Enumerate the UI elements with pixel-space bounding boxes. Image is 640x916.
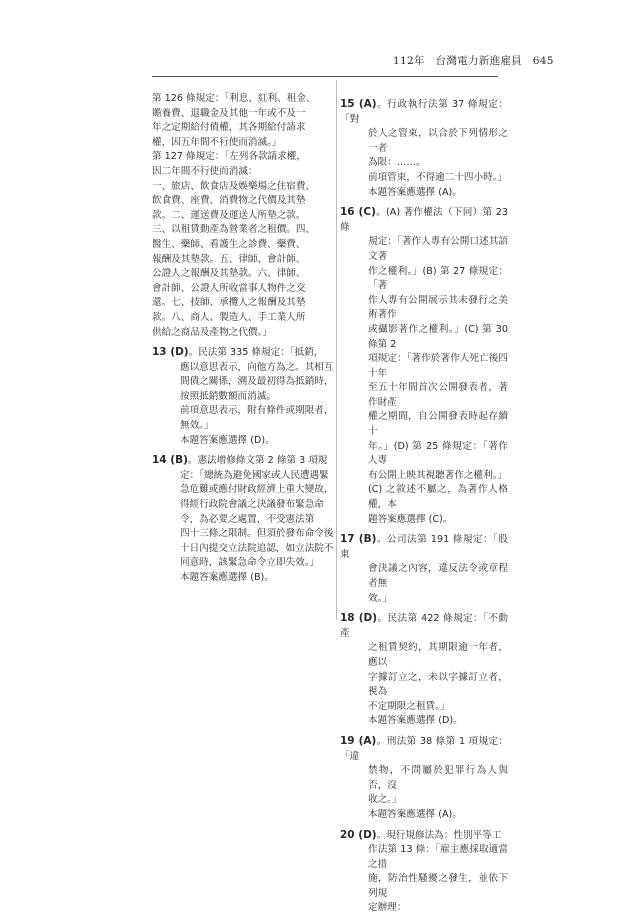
- answer-line: [152, 345, 338, 361]
- answer-line: [152, 453, 338, 469]
- answer-line: 有公開上映其視聽著作之權利。」: [340, 469, 508, 484]
- answer-block: [152, 453, 338, 585]
- text-line: 供給之商品及產物之代價。」: [152, 326, 338, 341]
- text-line: 款。八、商人、製造人、手工業人所: [152, 311, 338, 326]
- left-column: [152, 92, 338, 586]
- text-line: 因二年間不行使而消滅：: [152, 165, 338, 180]
- text-line: 報酬及其墊款。五、律師、會計師、: [152, 253, 338, 268]
- answer-line: 禁物，不問屬於犯罪行為人與否，沒: [340, 764, 508, 793]
- answer-line: 效。」: [340, 592, 508, 607]
- text-line: 醫生、藥師、看護生之診費、藥費、: [152, 238, 338, 253]
- answer-block: [340, 734, 508, 823]
- answer-number: 13 (D): [152, 346, 189, 358]
- answer-block: [340, 532, 508, 606]
- answer-line: 至五十年間首次公開發表者，著作財產: [340, 381, 508, 410]
- answer-line: 項規定：「著作於著作人死亡後四十年: [340, 352, 508, 381]
- answer-line: 年。」(D) 第 25 條規定：「著作人專: [340, 440, 508, 469]
- answer-line: 本題答案應選擇 (B)。: [152, 571, 338, 586]
- right-answers: [340, 97, 508, 916]
- answer-block: [340, 828, 508, 916]
- answer-line: [340, 205, 508, 235]
- text-line: 第 127 條規定：「左列各款請求權，: [152, 150, 338, 165]
- answer-block: [340, 611, 508, 729]
- answer-line: 於人之管束，以合於下列情形之一者: [340, 127, 508, 156]
- text-line: 贍養費、退職金及其他一年或不及一: [152, 107, 338, 122]
- answer-text: 。民法第 422 條規定：「不動產: [340, 613, 508, 639]
- answer-line: 急危難或應付財政經濟上重大變故，: [152, 483, 338, 498]
- answer-line: 前項管束，不得逾二十四小時。」: [340, 171, 508, 186]
- answer-line: 施，防治性騷擾之發生，並依下列規: [340, 872, 508, 901]
- answer-text: 。刑法第 38 條第 1 項規定：「違: [340, 736, 508, 762]
- answer-line: 按照抵銷數額而消滅。: [152, 390, 338, 405]
- answer-number: 19 (A): [340, 735, 376, 747]
- text-line: 會計師、公證人所收當事人物件之交: [152, 282, 338, 297]
- page-header: [0, 53, 640, 69]
- answer-line: 本題答案應選擇 (D)。: [340, 714, 508, 729]
- answer-line: [340, 734, 508, 764]
- text-line: 公證人之報酬及其墊款。六、律師、: [152, 267, 338, 282]
- answer-number: 17 (B): [340, 533, 376, 545]
- answer-line: 字據訂立之，未以字據訂立者，視為: [340, 671, 508, 700]
- answer-text: 。(A) 著作權法（下同）第 23 條: [340, 207, 508, 233]
- answer-line: 間債之關係，溯及最初得為抵銷時，: [152, 375, 338, 390]
- answer-number: 18 (D): [340, 612, 377, 624]
- text-line: 權，因五年間不行使而消滅。」: [152, 136, 338, 151]
- answer-line: [340, 97, 508, 127]
- answer-line: [340, 532, 508, 562]
- answer-line: 本題答案應選擇 (D)。: [152, 434, 338, 449]
- answer-line: 四十三條之限制。但須於發布命令後: [152, 527, 338, 542]
- answer-line: 應以意思表示，向他方為之。其相互: [152, 361, 338, 376]
- answer-line: 作法第 13 條：「雇主應採取適當之措: [340, 843, 508, 872]
- right-column: [340, 92, 508, 916]
- answer-line: 會決議之內容，違反法令或章程者無: [340, 562, 508, 591]
- answer-line: 為限：……。: [340, 156, 508, 171]
- text-line: 一、旅店、飲食店及娛樂場之住宿費、: [152, 180, 338, 195]
- answer-line: 作之權利。」(B) 第 27 條規定：「著: [340, 265, 508, 294]
- intro-text: [152, 92, 338, 340]
- answer-line: 十日內提交立法院追認，如立法院不: [152, 542, 338, 557]
- answer-line: 同意時，該緊急命令立即失效。」: [152, 556, 338, 571]
- answer-number: 14 (B): [152, 454, 188, 466]
- answer-line: 之租賃契約，其期限逾一年者，應以: [340, 641, 508, 670]
- answer-text: 。公司法第 191 條規定：「股東: [340, 534, 508, 560]
- answer-line: 本題答案應選擇 (A)。: [340, 186, 508, 201]
- answer-line: [340, 611, 508, 641]
- answer-number: 20 (D): [340, 829, 377, 841]
- answer-line: 本題答案應選擇 (A)。: [340, 808, 508, 823]
- answer-block: [152, 345, 338, 448]
- column-divider: [336, 80, 337, 620]
- running-header-title: 112年 台灣電力新進雇員 645: [393, 53, 554, 68]
- answer-line: 或攝影著作之權利。」(C) 第 30 條第 2: [340, 323, 508, 352]
- answer-line: 作人專有公開展示其未發行之美術著作: [340, 294, 508, 323]
- answer-line: 前項意思表示，附有條件或期限者，: [152, 404, 338, 419]
- answer-text: 。民法第 335 條規定：「抵銷，: [189, 347, 324, 358]
- answer-line: 得經行政院會議之決議發布緊急命: [152, 498, 338, 513]
- answer-block: [340, 205, 508, 527]
- header-rule: [152, 76, 498, 77]
- answer-line: 無效。」: [152, 419, 338, 434]
- answer-text: 。現行規修法為：性別平等工: [377, 830, 502, 841]
- text-line: 飲食費、座費、消費物之代價及其墊: [152, 194, 338, 209]
- answer-text: 。行政執行法第 37 條規定：「對: [340, 99, 508, 125]
- answer-line: 定辦理：: [340, 901, 508, 916]
- answer-line: 題答案應選擇 (C)。: [340, 513, 508, 528]
- text-line: 年之定期給付債權，其各期給付請求: [152, 121, 338, 136]
- answer-line: 定：「總統為避免國家或人民遭遇緊: [152, 469, 338, 484]
- answer-line: 權之期間，自公開發表時起存續十: [340, 410, 508, 439]
- answer-line: 收之。」: [340, 793, 508, 808]
- answer-line: 不定期限之租賃。」: [340, 700, 508, 715]
- text-line: 還。七、技師、承攬人之報酬及其墊: [152, 296, 338, 311]
- text-line: 款。二、運送費及運送人所墊之款。: [152, 209, 338, 224]
- left-answers: [152, 345, 338, 586]
- answer-number: 16 (C): [340, 206, 376, 218]
- text-line: 第 126 條規定：「利息、紅利、租金、: [152, 92, 338, 107]
- answer-block: [340, 97, 508, 200]
- answer-line: (C) 之敘述不屬之，為著作人格權，本: [340, 483, 508, 512]
- answer-line: 令，為必要之處置，不受憲法第: [152, 513, 338, 528]
- answer-number: 15 (A): [340, 98, 377, 110]
- text-line: 三、以租賃動產為營業者之租價。四、: [152, 223, 338, 238]
- answer-line: 規定：「著作人專有公開口述其語文著: [340, 235, 508, 264]
- answer-line: [340, 828, 508, 844]
- answer-text: 。憲法增修條文第 2 條第 3 項規: [188, 455, 328, 466]
